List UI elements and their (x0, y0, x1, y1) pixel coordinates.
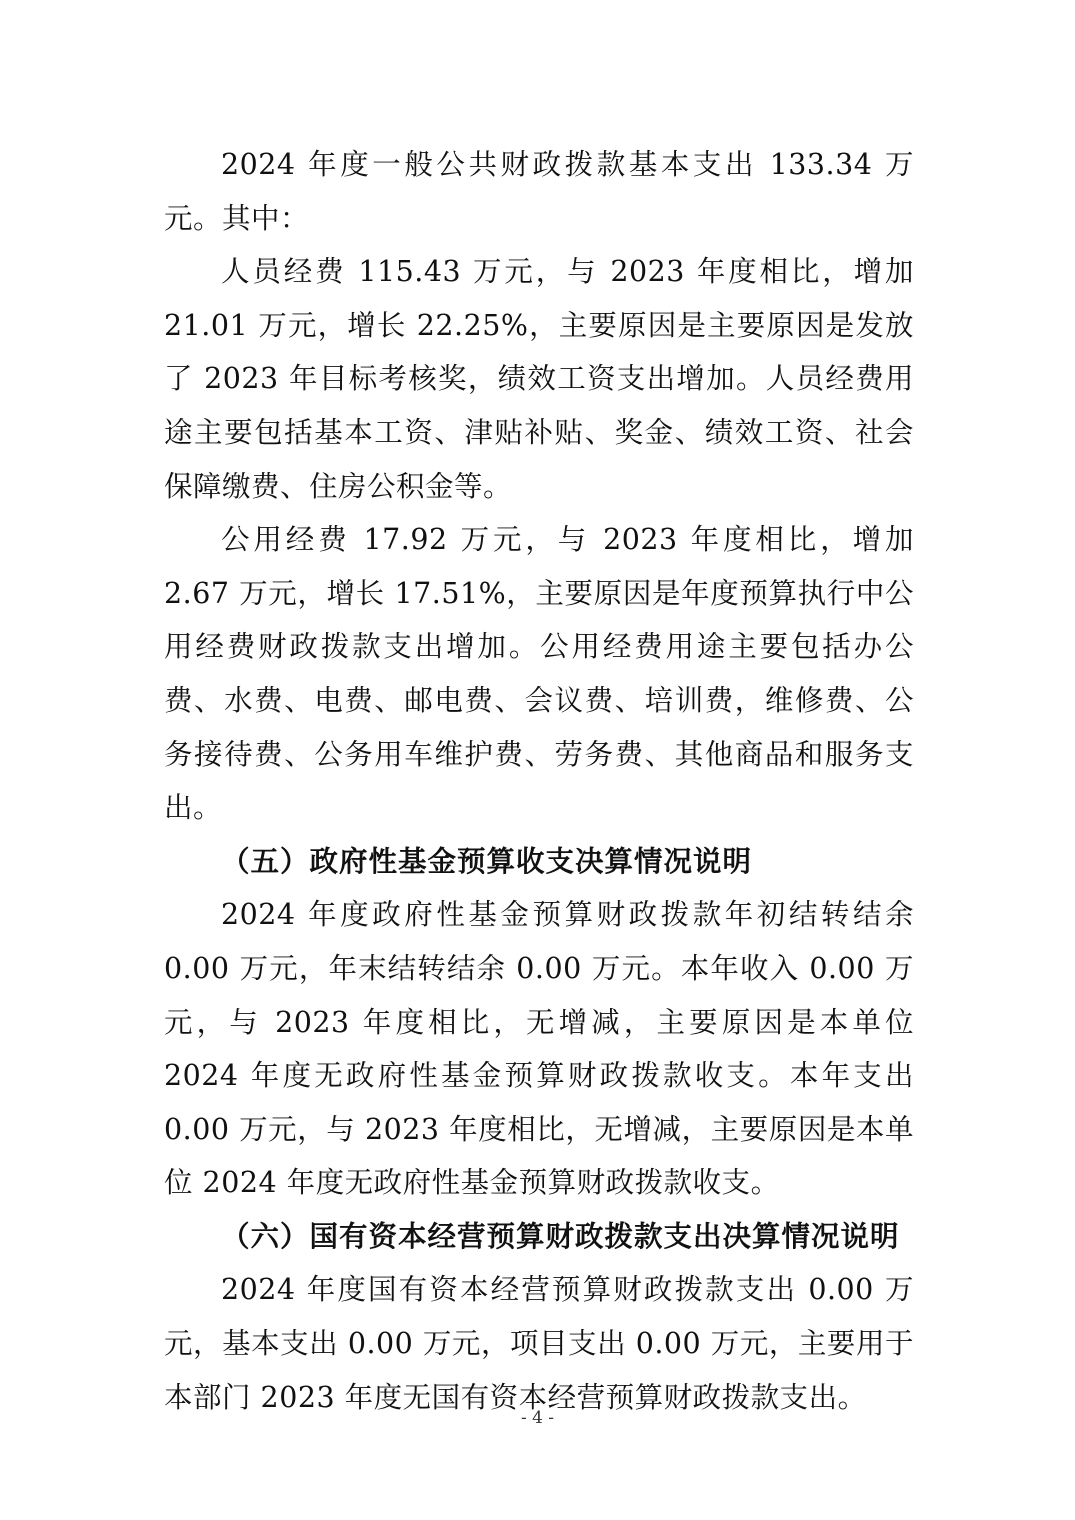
document-body (164, 138, 914, 1424)
paragraph-personnel-expenses: 人员经费 115.43 万元，与 2023 年度相比，增加 21.01 万元，增长 22.25%，主要原因是主要原因是发放了 2023 年目标考核奖，绩效工资支出增加。人员经费用途主要包括基本工资、津贴补贴、奖金、绩效工资、社会保障缴费、住房公积金等。 (164, 255, 914, 503)
paragraph-basic-expenditure: 2024 年度一般公共财政拨款基本支出 133.34 万元。其中： (164, 148, 914, 235)
section-heading-government-fund: （五）政府性基金预算收支决算情况说明 (221, 843, 753, 878)
section-heading-state-capital: （六）国有资本经营预算财政拨款支出决算情况说明 (221, 1218, 900, 1253)
paragraph-public-expenses: 公用经费 17.92 万元，与 2023 年度相比，增加 2.67 万元，增长 17.51%，主要原因是年度预算执行中公用经费财政拨款支出增加。公用经费用途主要包括办公费、水费、电费、邮电费、会议费、培训费，维修费、公务接待费、公务用车维护费、劳务费、其他商品和服务支出。 (164, 523, 914, 825)
paragraph-government-fund: 2024 年度政府性基金预算财政拨款年初结转结余 0.00 万元，年末结转结余 0.00 万元。本年收入 0.00 万元，与 2023 年度相比，无增减，主要原因是本单位 2024 年度无政府性基金预算财政拨款收支。本年支出 0.00 万元，与 2023 年度相比，无增减，主要原因是本单位 2024 年度无政府性基金预算财政拨款收支。 (164, 898, 914, 1200)
page-number: - 4 - (520, 1408, 555, 1428)
paragraph-state-capital: 2024 年度国有资本经营预算财政拨款支出 0.00 万元，基本支出 0.00 万元，项目支出 0.00 万元，主要用于本部门 2023 年度无国有资本经营预算财政拨款支出。 (164, 1273, 914, 1414)
